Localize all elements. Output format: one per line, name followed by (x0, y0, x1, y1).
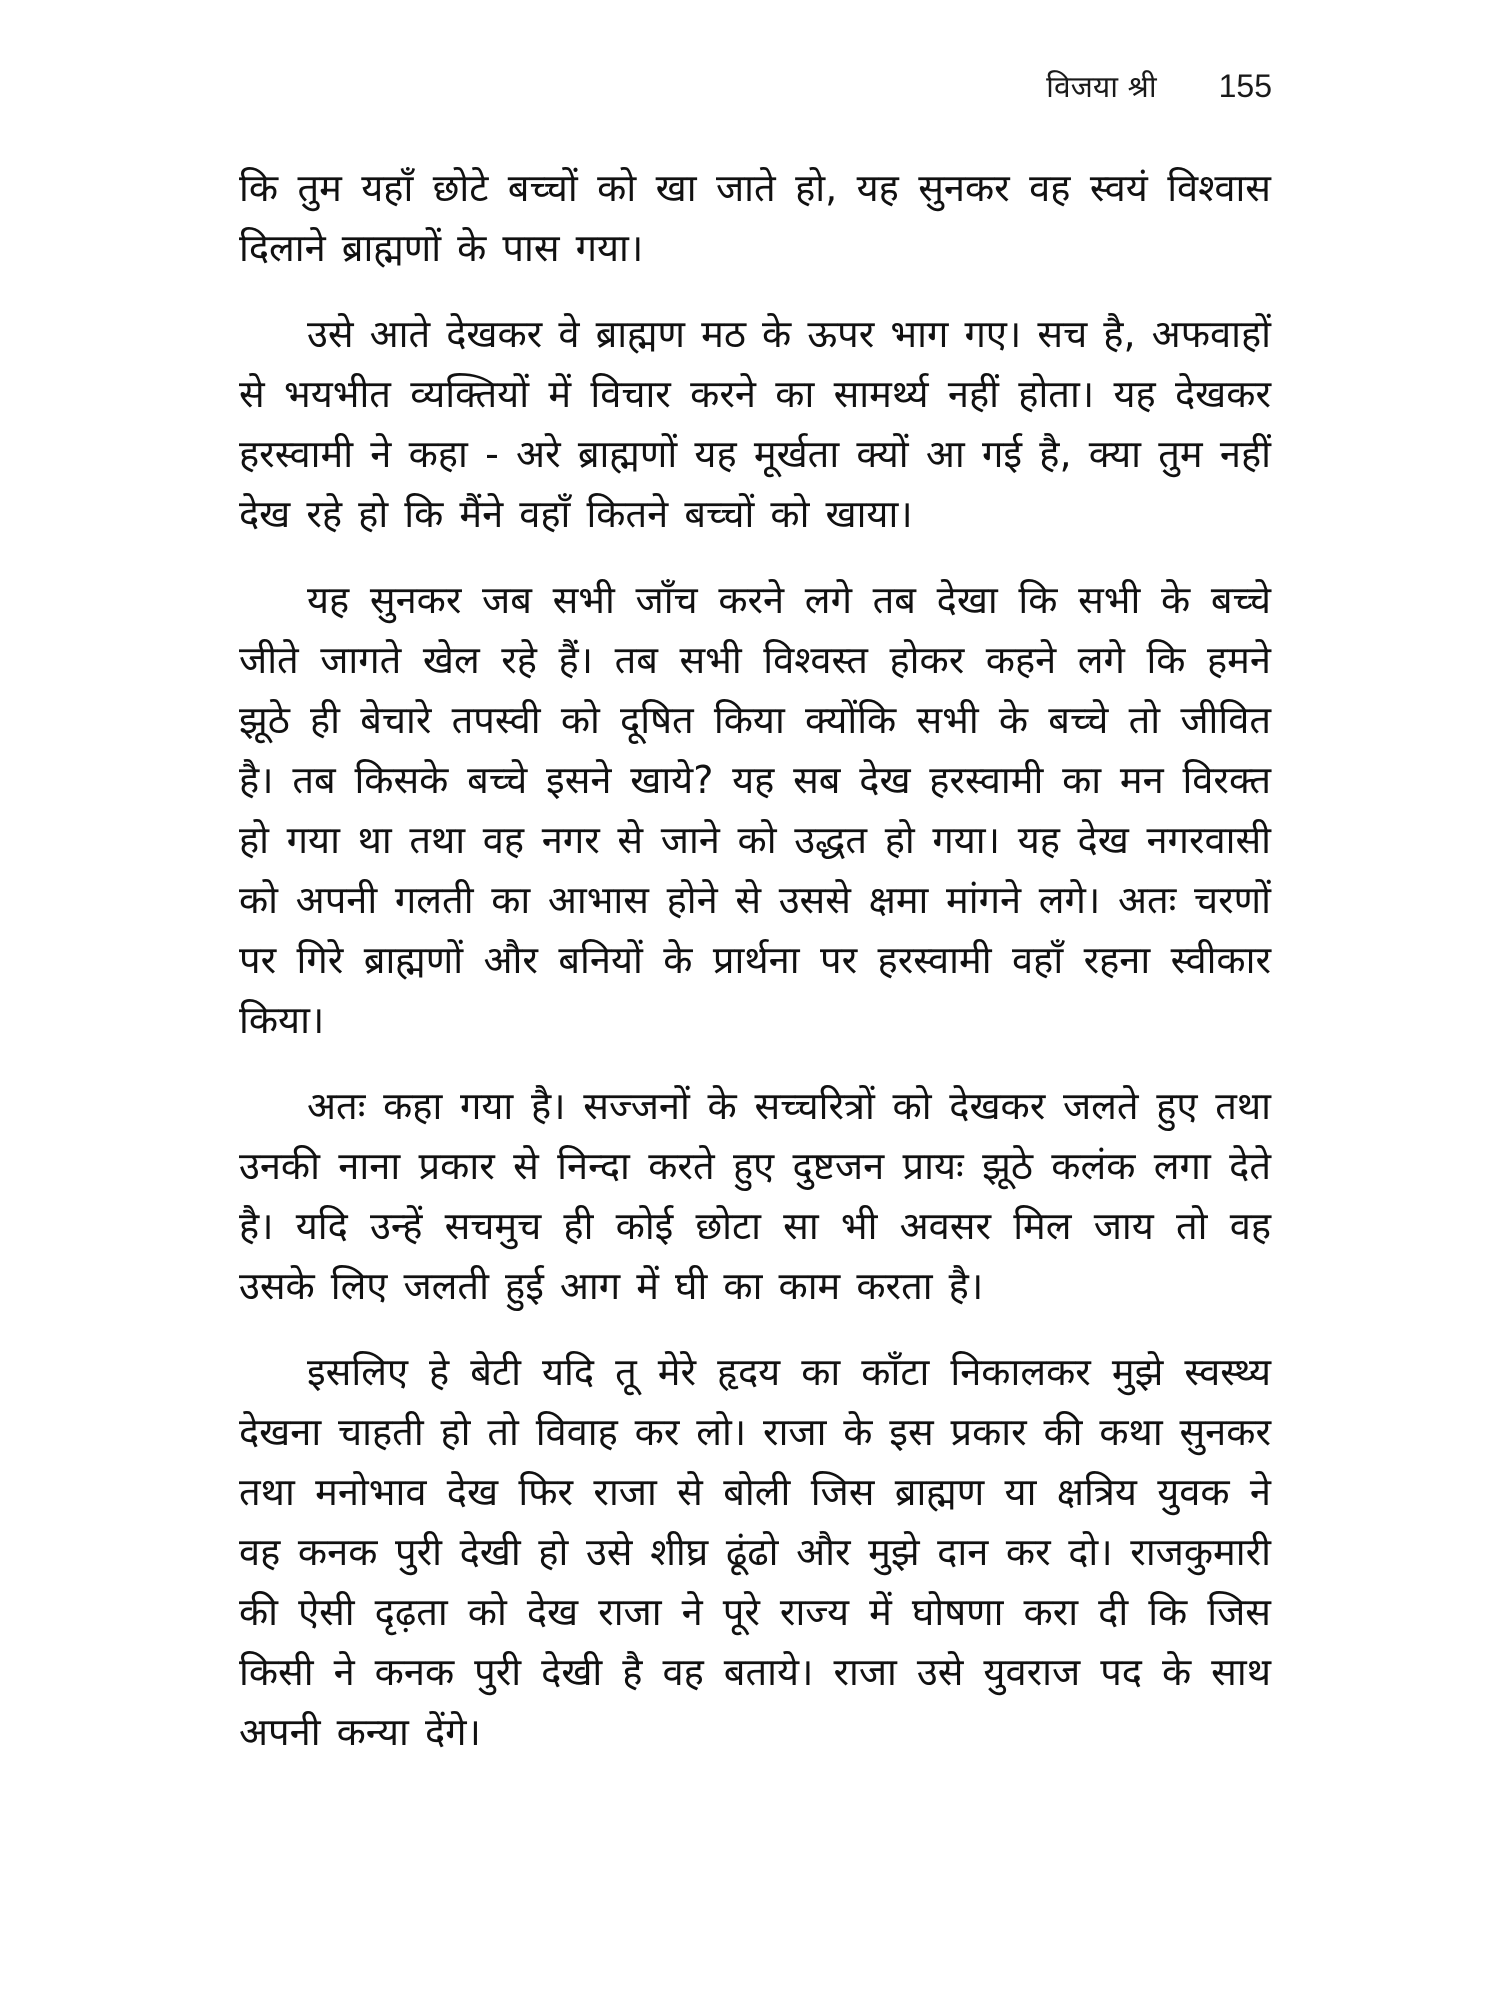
paragraph-5: इसलिए हे बेटी यदि तू मेरे हृदय का काँटा निकालकर मुझे स्वस्थ्य देखना चाहती हो तो विवाह कर लो। राजा के इस प्रकार की कथा सुनकर तथा मनोभाव देख फिर राजा से बोली जिस ब्राह्मण या क्षत्रिय युवक ने वह कनक पुरी देखी हो उसे शीघ्र ढूंढो और मुझे दान कर दो। राजकुमारी की ऐसी दृढ़ता को देख राजा ने पूरे राज्य में घोषणा करा दी कि जिस किसी ने कनक पुरी देखी है वह बताये। राजा उसे युवराज पद के साथ अपनी कन्या देंगे। (239, 1350, 1271, 1754)
paragraph-3: यह सुनकर जब सभी जाँच करने लगे तब देखा कि सभी के बच्चे जीते जागते खेल रहे हैं। तब सभी विश्वस्त होकर कहने लगे कि हमने झूठे ही बेचारे तपस्वी को दूषित किया क्योंकि सभी के बच्चे तो जीवित है। तब किसके बच्चे इसने खाये? यह सब देख हरस्वामी का मन विरक्त हो गया था तथा वह नगर से जाने को उद्धत हो गया। यह देख नगरवासी को अपनी गलती का आभास होने से उससे क्षमा मांगने लगे। अतः चरणों पर गिरे ब्राह्मणों और बनियों के प्रार्थना पर हरस्वामी वहाँ रहना स्वीकार किया। (239, 578, 1271, 1042)
paragraph-4: अतः कहा गया है। सज्जनों के सच्चरित्रों को देखकर जलते हुए तथा उनकी नाना प्रकार से निन्दा करते हुए दुष्टजन प्रायः झूठे कलंक लगा देते है। यदि उन्हें सचमुच ही कोई छोटा सा भी अवसर मिल जाय तो वह उसके लिए जलती हुई आग में घी का काम करता है। (239, 1084, 1271, 1308)
running-header (1046, 66, 1272, 108)
page-number: 155 (1218, 68, 1272, 104)
book-title: विजया श्री (1046, 70, 1157, 105)
body-text (239, 158, 1271, 1788)
paragraph-1: कि तुम यहाँ छोटे बच्चों को खा जाते हो, यह सुनकर वह स्वयं विश्वास दिलाने ब्राह्मणों के पास गया। (239, 166, 1271, 270)
paragraph-2: उसे आते देखकर वे ब्राह्मण मठ के ऊपर भाग गए। सच है, अफवाहों से भयभीत व्यक्तियों में विचार करने का सामर्थ्य नहीं होता। यह देखकर हरस्वामी ने कहा - अरे ब्राह्मणों यह मूर्खता क्यों आ गई है, क्या तुम नहीं देख रहे हो कि मैंने वहाँ कितने बच्चों को खाया। (239, 312, 1271, 536)
